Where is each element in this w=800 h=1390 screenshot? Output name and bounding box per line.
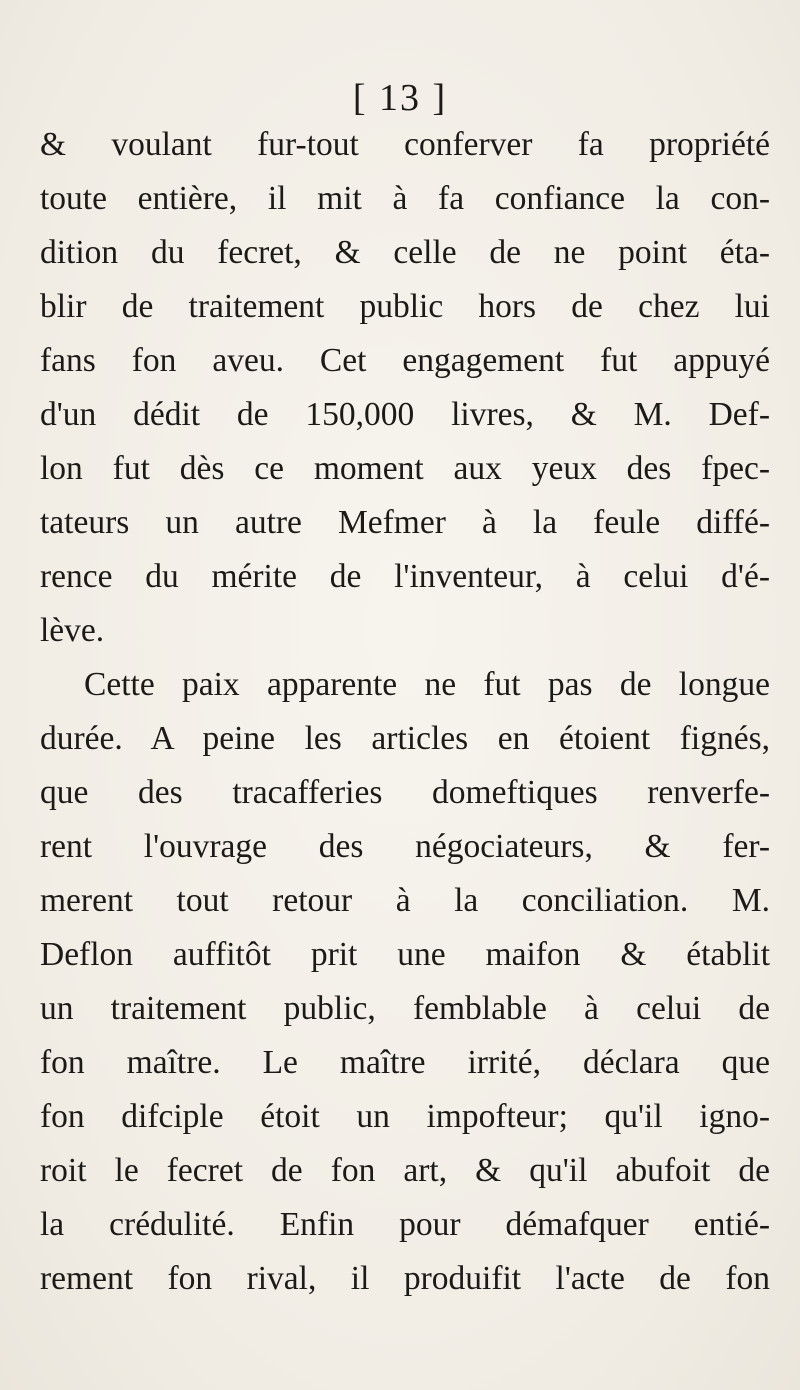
text-line-paragraph-end: lève. [40,612,105,649]
text-line: Deflon auffitôt prit une maifon & établit [40,936,770,973]
text-line: la crédulité. Enfin pour démafquer entié- [40,1206,770,1243]
text-line: toute entière, il mit à fa confiance la con- [40,180,770,217]
text-line: rement fon rival, il produifit l'acte de fon [40,1260,770,1297]
text-line: rent l'ouvrage des négociateurs, & fer- [40,828,770,865]
text-line: que des tracafferies domeftiques renverfe- [40,774,770,811]
text-line: merent tout retour à la conciliation. M. [40,882,770,919]
text-line: roit le fecret de fon art, & qu'il abufoit de [40,1152,770,1189]
text-line: rence du mérite de l'inventeur, à celui d'é- [40,558,770,595]
text-line: blir de traitement public hors de chez lui [40,288,770,325]
body-text [40,118,770,1306]
text-line: fans fon aveu. Cet engagement fut appuyé [40,342,770,379]
text-line: & voulant fur-tout conferver fa propriété [40,126,770,163]
text-line: dition du fecret, & celle de ne point éta- [40,234,770,271]
text-line: un traitement public, femblable à celui de [40,990,770,1027]
text-line: d'un dédit de 150,000 livres, & M. Def- [40,396,770,433]
text-line: lon fut dès ce moment aux yeux des fpec- [40,450,770,487]
text-line: fon difciple étoit un impofteur; qu'il igno- [40,1098,770,1135]
text-line: tateurs un autre Mefmer à la feule diffé- [40,504,770,541]
text-line-paragraph-start: Cette paix apparente ne fut pas de longue [84,666,770,703]
page-number: [ 13 ] [352,77,448,119]
text-line: fon maître. Le maître irrité, déclara que [40,1044,770,1081]
text-line: durée. A peine les articles en étoient fignés, [40,720,770,757]
